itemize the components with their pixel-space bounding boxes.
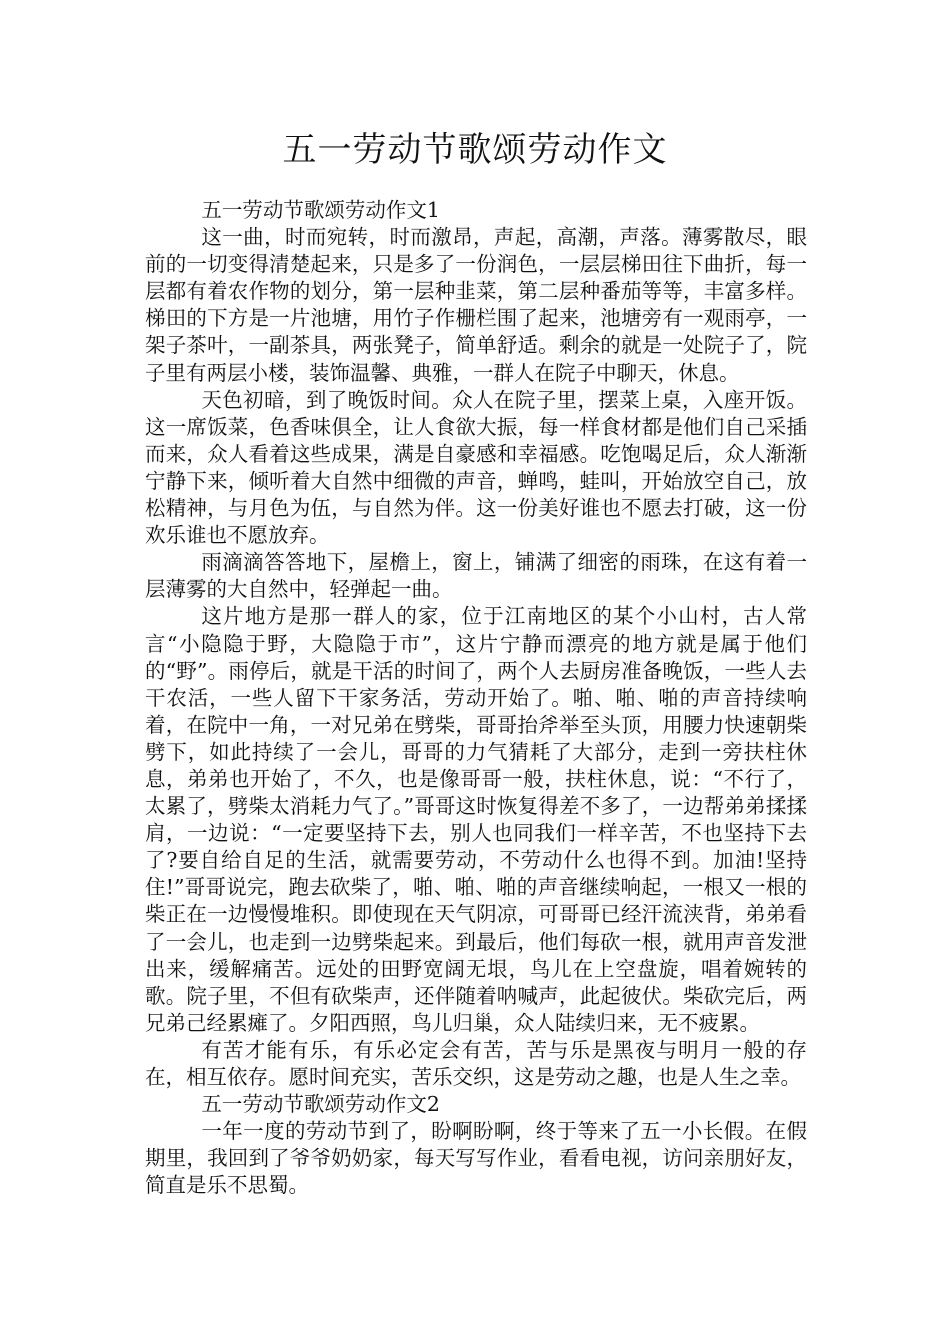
paragraph: 一年一度的劳动节到了，盼啊盼啊，终于等来了五一小长假。在假期里，我回到了爷爷奶奶家，每天写写作业，看看电视，访问亲朋好友，简直是乐不思蜀。 [145,1119,807,1198]
essay-heading-2: 五一劳动节歌颂劳动作文2 [201,1092,440,1117]
paragraph: 雨滴滴答答地下，屋檐上，窗上，铺满了细密的雨珠，在这有着一层薄雾的大自然中，轻弹起一曲。 [145,550,807,602]
document-body [145,197,807,1199]
paragraph: 这一曲，时而宛转，时而激昂，声起，高潮，声落。薄雾散尽，眼前的一切变得清楚起来，只是多了一份润色，一层层梯田往下曲折，每一层都有着农作物的划分，第一层种韭菜，第二层种番茄等等，丰富多样。梯田的下方是一片池塘，用竹子作栅栏围了起来，池塘旁有一观雨亭，一架子茶叶，一副茶具，两张凳子，简单舒适。剩余的就是一处院子了，院子里有两层小楼，装饰温馨、典雅，一群人在院子中聊天，休息。 [145,225,807,385]
paragraph: 这片地方是那一群人的家，位于江南地区的某个小山村，古人常言“小隐隐于野，大隐隐于市”，这片宁静而漂亮的地方就是属于他们的“野”。雨停后，就是干活的时间了，两个人去厨房准备晚饭，一些人去干农活，一些人留下干家务活，劳动开始了。啪、啪、啪的声音持续响着，在院中一角，一对兄弟在劈柴，哥哥抬斧举至头顶，用腰力快速朝柴劈下，如此持续了一会儿，哥哥的力气猜耗了大部分，走到一旁扶柱休息，弟弟也开始了，不久，也是像哥哥一般，扶柱休息，说：“不行了，太累了，劈柴太消耗力气了。”哥哥这时恢复得差不多了，一边帮弟弟揉揉肩，一边说：“一定要坚持下去，别人也同我们一样辛苦，不也坚持下去了?要自给自足的生活，就需要劳动，不劳动什么也得不到。加油!坚持住!”哥哥说完，跑去砍柴了，啪、啪、啪的声音继续响起，一根又一根的柴正在一边慢慢堆积。即使现在天气阴凉，可哥哥已经汗流浃背，弟弟看了一会儿，也走到一边劈柴起来。到最后，他们每砍一根，就用声音发泄出来，缓解痛苦。远处的田野宽阔无垠，鸟儿在上空盘旋，唱着婉转的歌。院子里，不但有砍柴声，还伴随着呐喊声，此起彼伏。柴砍完后，两兄弟己经累瘫了。夕阳西照，鸟儿归巢，众人陆续归来，无不疲累。 [145,604,807,1035]
essay-heading-1: 五一劳动节歌颂劳动作文1 [201,198,440,222]
paragraph: 有苦才能有乐，有乐必定会有苦，苦与乐是黑夜与明月一般的存在，相互依存。愿时间充实，苦乐交织，这是劳动之趣，也是人生之幸。 [145,1037,807,1089]
document-title: 五一劳动节歌颂劳动作文 [282,130,668,170]
paragraph: 天色初暗，到了晚饭时间。众人在院子里，摆菜上桌，入座开饭。这一席饭菜，色香味俱全，让人食欲大振，每一样食材都是他们自己采插而来，众人看着这些成果，满是自豪感和幸福感。吃饱喝足后，众人渐渐宁静下来，倾听着大自然中细微的声音，蝉鸣，蛙叫，开始放空自己，放松精神，与月色为伍，与自然为伴。这一份美好谁也不愿去打破，这一份欢乐谁也不愿放弃。 [145,387,807,548]
